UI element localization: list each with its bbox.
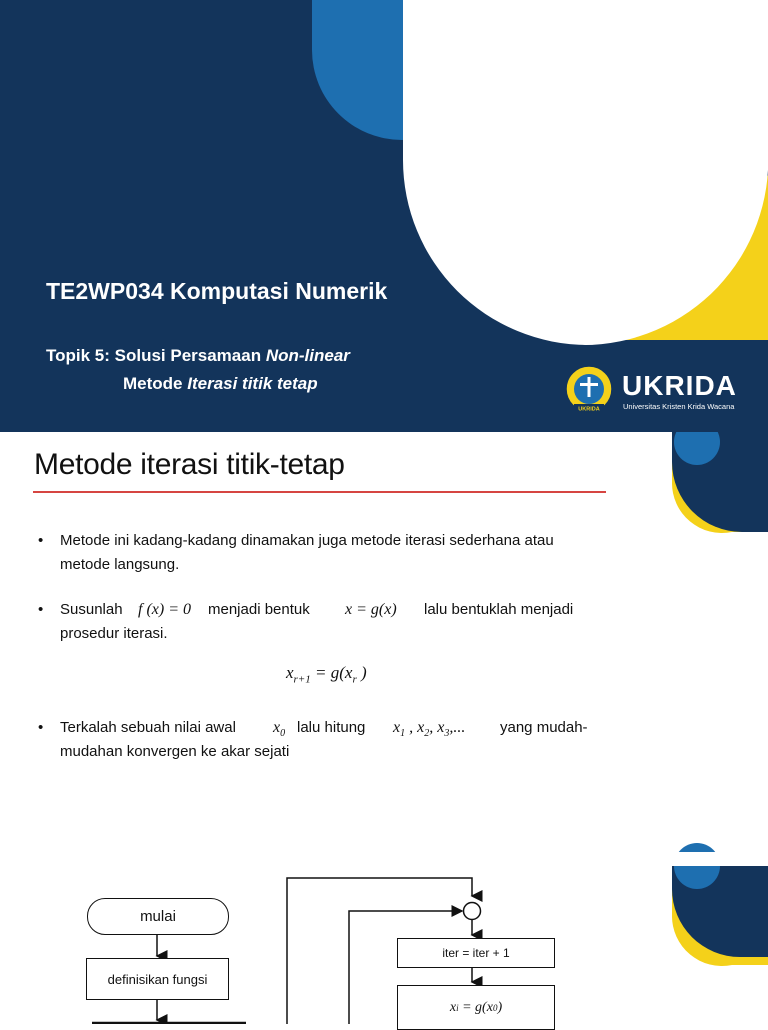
equation-f-zero: f (x) = 0 — [138, 601, 191, 618]
bullet-text: Metode ini kadang-kadang dinamakan juga metode iterasi sederhana atau — [60, 532, 554, 549]
flowchart-connectors — [0, 864, 768, 1024]
bullet-2 — [38, 598, 658, 622]
decorative-shapes — [0, 0, 768, 432]
svg-text:UKRIDA: UKRIDA — [578, 406, 600, 413]
logo-subtitle: Universitas Kristen Krida Wacana — [623, 402, 735, 411]
bullet-dot: • — [38, 601, 44, 618]
flowchart-iter-update: iter = iter + 1 — [397, 938, 555, 968]
slide-heading: Metode iterasi titik-tetap — [34, 448, 345, 481]
bullet-text: menjadi bentuk — [208, 601, 310, 618]
iteration-formula: $x_{r+1} = g(x_r$ ) — [286, 663, 367, 686]
bullet-dot: • — [38, 532, 44, 549]
flowchart-define-function: definisikan fungsi — [86, 958, 229, 1000]
course-title: TE2WP034 Komputasi Numerik — [46, 278, 388, 304]
bullet-text: Susunlah — [60, 601, 123, 618]
bullet-dot: • — [38, 719, 44, 736]
flowchart-start: mulai — [87, 898, 229, 935]
bullet-text: lalu bentuklah menjadi — [424, 601, 574, 618]
bullet-text: yang mudah- — [500, 719, 588, 736]
logo-wordmark: UKRIDA — [622, 370, 737, 401]
equation-x-g: x = g(x) — [345, 601, 397, 618]
bullet-text: mudahan konvergen ke akar sejati — [60, 743, 290, 760]
title-slide — [0, 0, 768, 432]
topic-line: Topik 5: Solusi Persamaan Non-linear — [46, 346, 350, 365]
sequence-x1-x2-x3: $x_1$ , $x_2$, $x_3$,... — [393, 719, 466, 740]
heading-underline — [33, 491, 606, 493]
bullet-3 — [38, 716, 658, 740]
ukrida-seal-icon — [564, 364, 614, 416]
flowchart-compute-xi: x i = g(x 0 ) — [397, 985, 555, 1030]
initial-guess-x0: $x_0$ — [273, 719, 286, 740]
junction-connector — [464, 903, 481, 920]
bullet-text: prosedur iterasi. — [60, 625, 168, 642]
bullet-text: lalu hitung — [297, 719, 366, 736]
bullet-text: Terkalah sebuah nilai awal — [60, 719, 236, 736]
bullet-text: metode langsung. — [60, 556, 180, 573]
method-line: Metode Iterasi titik tetap — [123, 374, 318, 393]
